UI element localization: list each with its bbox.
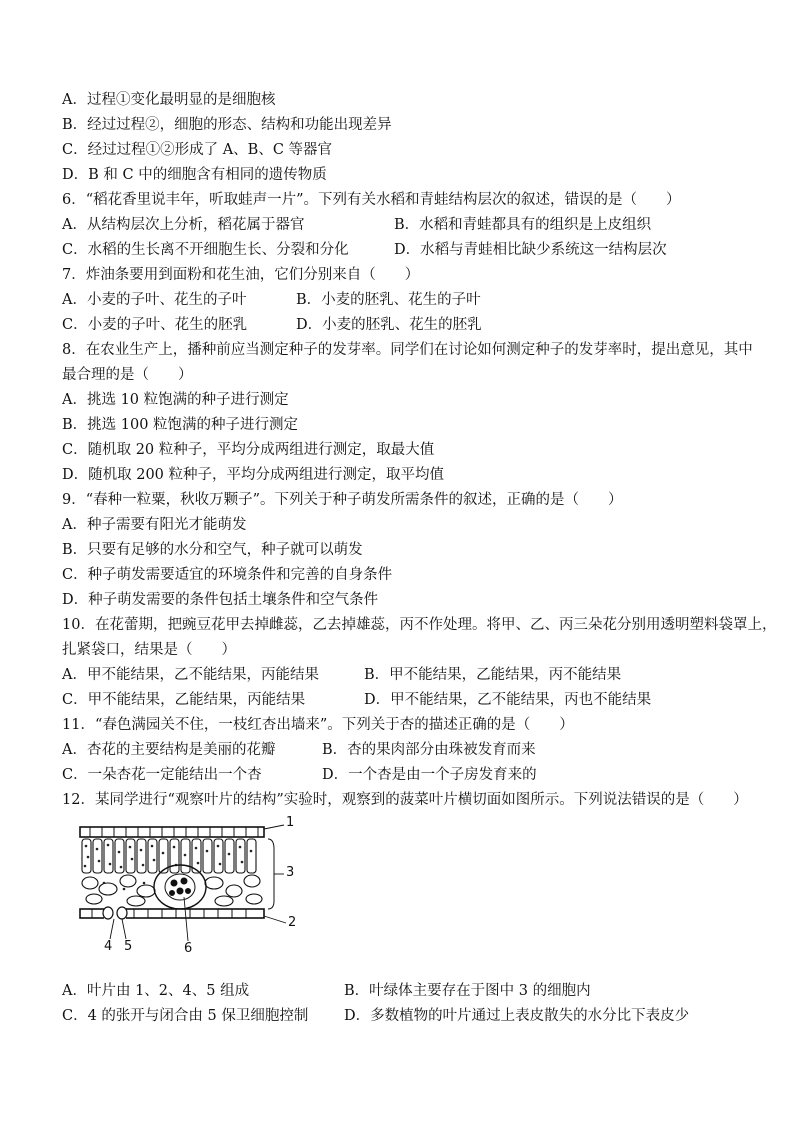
q11-stem: 11．“春色满园关不住，一枝红杏出墙来”。下列关于杏的描述正确的是（ ）: [62, 717, 574, 733]
q5-option-d: D．B 和 C 中的细胞含有相同的遗传物质: [62, 167, 327, 183]
q10-option-b: B．甲不能结果，乙能结果，丙不能结果: [364, 667, 622, 683]
q6-options-row2: [62, 238, 752, 263]
leaf-vein: [154, 865, 206, 909]
q10-stem-line2: 扎紧袋口，结果是（ ）: [62, 642, 236, 658]
q7-option-d: D．小麦的胚乳、花生的胚乳: [296, 317, 482, 333]
figure-label-1: 1: [286, 815, 295, 830]
leaf-cross-section-figure: [74, 815, 314, 969]
q8-option-b: B．挑选 100 粒饱满的种子进行测定: [62, 417, 299, 433]
q11-option-b: B．杏的果肉部分由珠被发育而来: [322, 742, 536, 758]
q11-options-row2: [62, 763, 752, 788]
q8-stem-line1: 8．在农业生产上，播种前应当测定种子的发芽率。同学们在讨论如何测定种子的发芽率时，提出意见，其中: [62, 342, 753, 358]
q9-option-a: A．种子需要有阳光才能萌发: [62, 517, 247, 533]
q10-stem-line1: 10．在花蕾期，把豌豆花甲去掉雌蕊，乙去掉雄蕊，丙不作处理。将甲、乙、丙三朵花分别用透明塑料袋罩上，: [62, 617, 777, 633]
q7-stem: 7．炸油条要用到面粉和花生油，它们分别来自（ ）: [62, 267, 420, 283]
q8-stem-line2: 最合理的是（ ）: [62, 367, 193, 383]
q6-option-b: B．水稻和青蛙都具有的组织是上皮组织: [394, 217, 652, 233]
q12-option-a: A．叶片由 1、2、4、5 组成: [62, 983, 250, 999]
q9-option-c: C．种子萌发需要适宜的环境条件和完善的自身条件: [62, 567, 393, 583]
q10-option-a: A．甲不能结果，乙不能结果，丙能结果: [62, 667, 319, 683]
upper-epidermis: [80, 827, 264, 837]
q12-option-b: B．叶绿体主要存在于图中 3 的细胞内: [344, 983, 591, 999]
q6-option-d: D．水稻与青蛙相比缺少系统这一结构层次: [394, 242, 667, 258]
figure-label-5: 5: [124, 939, 133, 954]
q9-option-b: B．只要有足够的水分和空气，种子就可以萌发: [62, 542, 363, 558]
figure-label-4: 4: [104, 939, 113, 954]
q12-option-d: D．多数植物的叶片通过上表皮散失的水分比下表皮少: [344, 1008, 690, 1024]
mesophyll-bracket: [268, 839, 274, 909]
q12-stem: 12．某同学进行“观察叶片的结构”实验时，观察到的菠菜叶片横切面如图所示。下列说法错误的是（ ）: [62, 792, 748, 808]
q9-stem: 9．“春种一粒粟，秋收万颗子”。下列关于种子萌发所需条件的叙述，正确的是（ ）: [62, 492, 623, 508]
q10-option-c: C．甲不能结果，乙能结果，丙能结果: [62, 692, 306, 708]
q7-option-a: A．小麦的子叶、花生的子叶: [62, 292, 247, 308]
q12-option-c: C．4 的张开与闭合由 5 保卫细胞控制: [62, 1008, 309, 1024]
figure-label-6: 6: [184, 941, 193, 956]
q11-option-a: A．杏花的主要结构是美丽的花瓣: [62, 742, 276, 758]
q12-options-row1: [62, 979, 752, 1004]
q8-option-d: D．随机取 200 粒种子，平均分成两组进行测定，取平均值: [62, 467, 445, 483]
q10-options-row2: [62, 688, 752, 713]
q11-option-c: C．一朵杏花一定能结出一个杏: [62, 767, 262, 783]
q10-option-d: D．甲不能结果，乙不能结果，丙也不能结果: [364, 692, 652, 708]
q5-option-c: C．经过过程①②形成了 A、B、C 等器官: [62, 142, 333, 158]
figure-label-3: 3: [286, 865, 295, 880]
q6-option-a: A．从结构层次上分析，稻花属于器官: [62, 217, 305, 233]
q7-option-b: B．小麦的胚乳、花生的子叶: [296, 292, 481, 308]
q9-option-d: D．种子萌发需要的条件包括土壤条件和空气条件: [62, 592, 379, 608]
q6-stem: 6．“稻花香里说丰年，听取蛙声一片”。下列有关水稻和青蛙结构层次的叙述，错误的是（ ）: [62, 192, 681, 208]
q5-option-a: A．过程①变化最明显的是细胞核: [62, 92, 276, 108]
q6-option-c: C．水稻的生长离不开细胞生长、分裂和分化: [62, 242, 349, 258]
q6-options-row1: [62, 213, 752, 238]
q7-options-row2: [62, 313, 752, 338]
q7-options-row1: [62, 288, 752, 313]
q7-option-c: C．小麦的子叶、花生的胚乳: [62, 317, 248, 333]
q8-option-c: C．随机取 20 粒种子，平均分成两组进行测定，取最大值: [62, 442, 435, 458]
figure-label-2: 2: [288, 915, 297, 930]
q11-option-d: D．一个杏是由一个子房发育来的: [322, 767, 537, 783]
q10-options-row1: [62, 663, 752, 688]
guard-cell-right: [117, 907, 127, 919]
guard-cell-left: [103, 907, 113, 919]
exam-page: [62, 88, 777, 1029]
q5-option-b: B．经过过程②，细胞的形态、结构和功能出现差异: [62, 117, 392, 133]
q11-options-row1: [62, 738, 752, 763]
q12-options-row2: [62, 1004, 752, 1029]
q8-option-a: A．挑选 10 粒饱满的种子进行测定: [62, 392, 289, 408]
